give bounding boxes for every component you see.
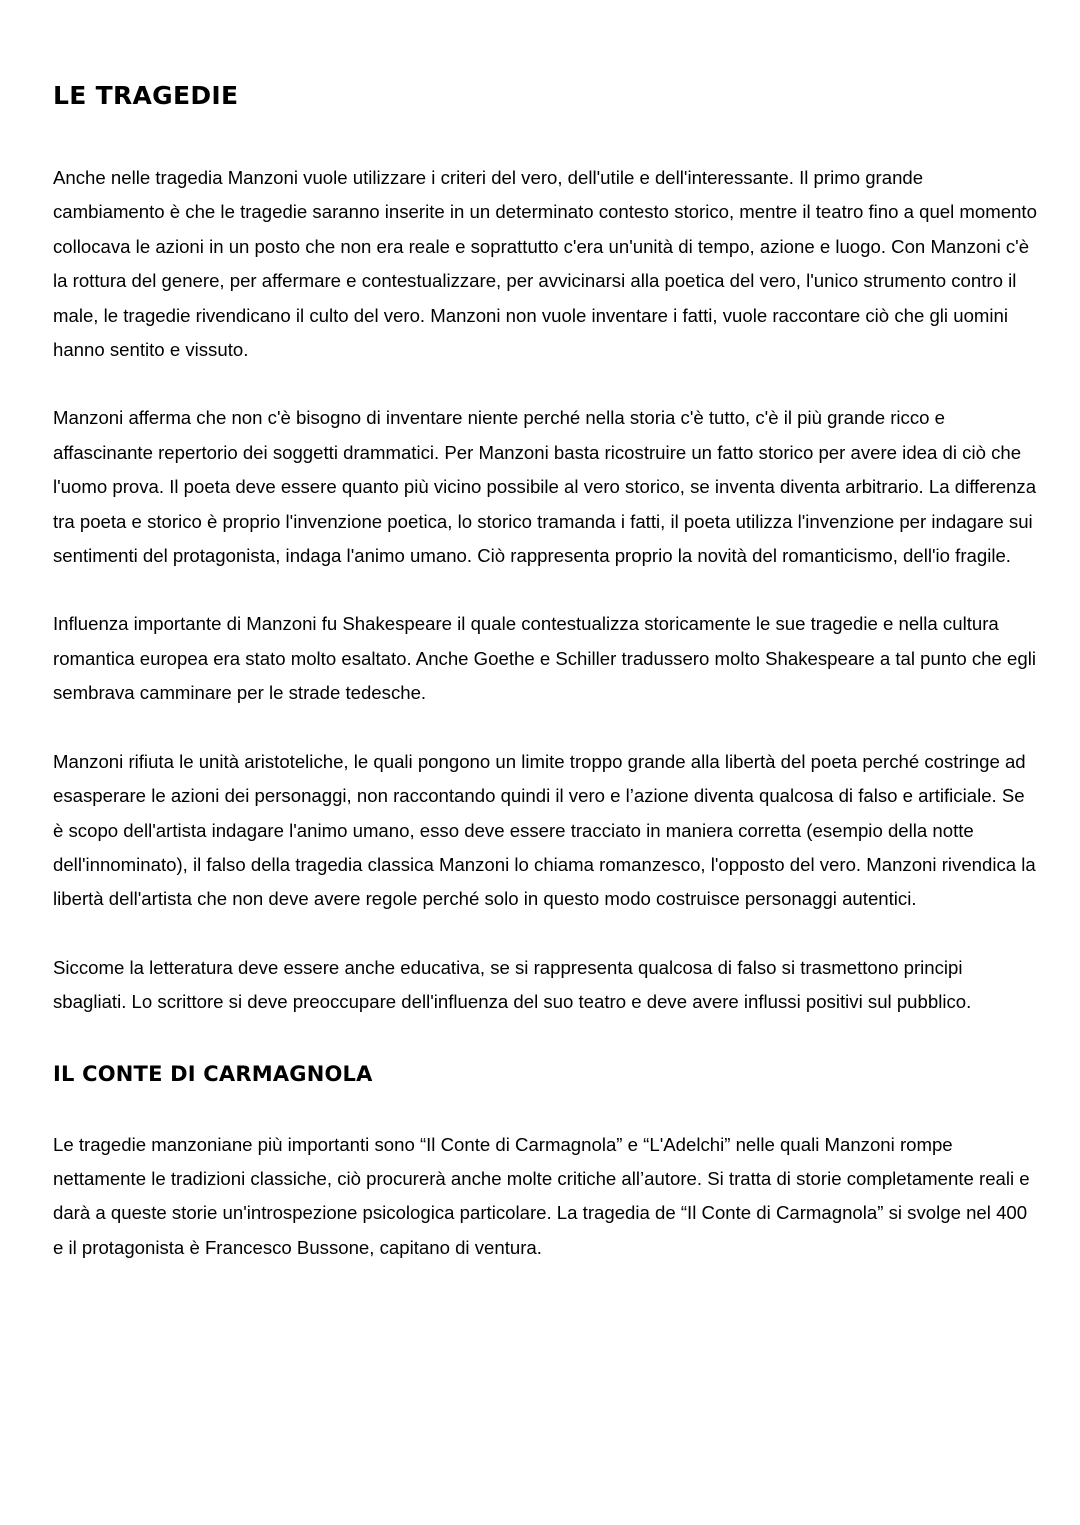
paragraph: Anche nelle tragedia Manzoni vuole utilizzare i criteri del vero, dell'utile e dell'interessante. Il primo grande cambiamento è che le tragedie saranno inserite in un determinato contesto storico, mentre il teatro fino a quel momento collocava le azioni in un posto che non era reale e soprattutto c'era un'unità di tempo, azione e luogo. Con Manzoni c'è la rottura del genere, per affermare e contestualizzare, per avvicinarsi alla poetica del vero, l'unico strumento contro il male, le tragedie rivendicano il culto del vero. Manzoni non vuole inventare i fatti, vuole raccontare ciò che gli uomini hanno sentito e vissuto. (53, 167, 1037, 361)
paragraph: Manzoni afferma che non c'è bisogno di inventare niente perché nella storia c'è tutto, c'è il più grande ricco e affascinante repertorio dei soggetti drammatici. Per Manzoni basta ricostruire un fatto storico per avere idea di ciò che l'uomo prova. Il poeta deve essere quanto più vicino possibile al vero storico, se inventa diventa arbitrario. La differenza tra poeta e storico è proprio l'invenzione poetica, lo storico tramanda i fatti, il poeta utilizza l'invenzione per indagare sui sentimenti del protagonista, indaga l'animo umano. Ciò rappresenta proprio la novità del romanticismo, dell'io fragile. (53, 407, 1037, 567)
paragraph: Influenza importante di Manzoni fu Shakespeare il quale contestualizza storicamente le sue tragedie e nella cultura romantica europea era stato molto esaltato. Anche Goethe e Schiller tradussero molto Shakespeare a tal punto che egli sembrava camminare per le strade tedesche. (53, 613, 1036, 704)
section-title-le-tragedie: LE TRAGEDIE (53, 81, 239, 110)
document-content (53, 80, 1038, 1265)
section-title-il-conte-di-carmagnola: IL CONTE DI CARMAGNOLA (53, 1061, 373, 1086)
paragraph: Siccome la letteratura deve essere anche educativa, se si rappresenta qualcosa di falso si trasmettono principi sbagliati. Lo scrittore si deve preoccupare dell'influenza del suo teatro e deve avere influssi positivi sul pubblico. (53, 956, 972, 1013)
paragraph: Manzoni rifiuta le unità aristoteliche, le quali pongono un limite troppo grande alla libertà del poeta perché costringe ad esasperare le azioni dei personaggi, non raccontando quindi il vero e l’azione diventa qualcosa di falso e artificiale. Se è scopo dell'artista indagare l'animo umano, esso deve essere tracciato in maniera corretta (esempio della notte dell'innominato), il falso della tragedia classica Manzoni lo chiama romanzesco, l'opposto del vero. Manzoni rivendica la libertà dell'artista che non deve avere regole perché solo in questo modo costruisce personaggi autentici. (53, 750, 1036, 910)
paragraph: Le tragedie manzoniane più importanti sono “Il Conte di Carmagnola” e “L'Adelchi” nelle quali Manzoni rompe nettamente le tradizioni classiche, ciò procurerà anche molte critiche all’autore. Si tratta di storie completamente reali e darà a queste storie un'introspezione psicologica particolare. La tragedia de “Il Conte di Carmagnola” si svolge nel 400 e il protagonista è Francesco Bussone, capitano di ventura. (53, 1133, 1030, 1258)
